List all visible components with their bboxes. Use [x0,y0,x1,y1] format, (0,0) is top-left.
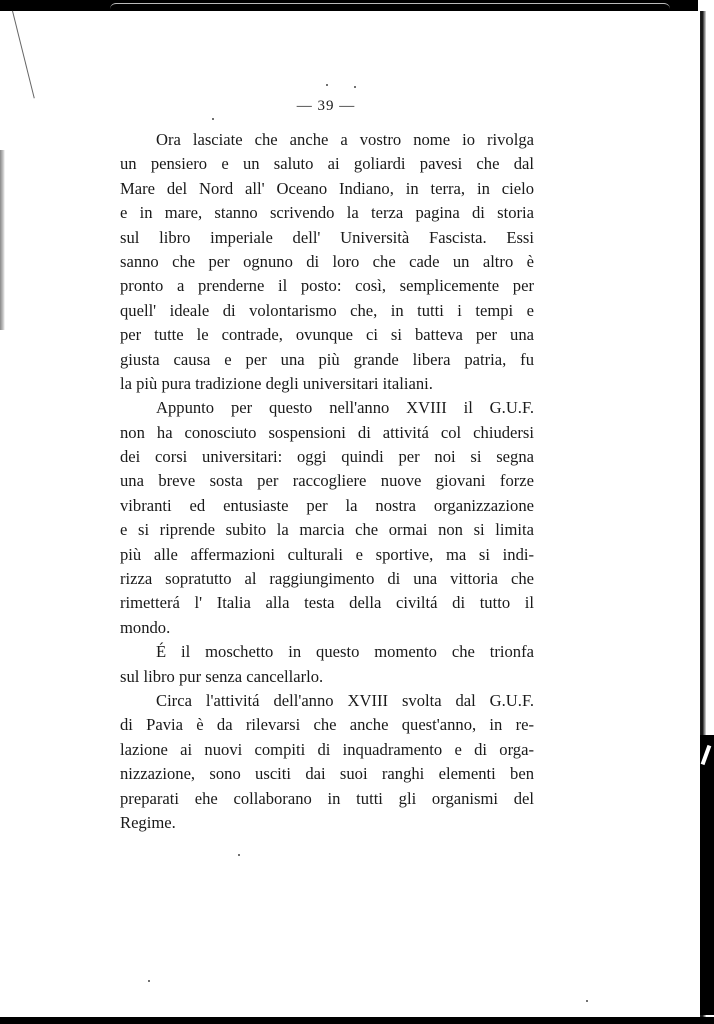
text-line: preparati ehe collaborano in tutti gli organismi del [120,788,534,808]
paragraph-2 [120,396,534,640]
text-line: Mare del Nord all' Oceano Indiano, in terra, in cielo [120,178,534,198]
scan-speck [212,118,214,120]
text-line: la più pura tradizione degli universitari italiani. [120,373,433,393]
scan-left-crease [12,11,35,99]
text-line: e si riprende subito la marcia che ormai non si limita [120,520,534,540]
text-line: quell' ideale di volontarismo che, in tutti i tempi e [120,300,534,320]
text-line: rizza sopratutto al raggiungimento di una vittoria che [120,569,534,589]
text-line: vibranti ed entusiaste per la nostra organizzazione [120,495,534,515]
text-line: Ora lasciate che anche a vostro nome io rivolga [156,130,534,149]
text-line: Circa l'attivitá dell'anno XVIII svolta dal G.U.F. [156,690,534,710]
scan-speck [148,980,150,982]
scan-top-curve [110,3,670,10]
scan-right-shadow [700,735,714,1015]
text-line: e in mare, stanno scrivendo la terza pagina di storia [120,203,534,223]
body-text [120,128,534,835]
scan-speck [586,1000,588,1002]
text-line: pronto a prenderne il posto: così, semplicemente per [120,276,534,296]
text-line: Regime. [120,812,176,832]
paragraph-3 [120,640,534,689]
text-line: più alle affermazioni culturali e sportive, ma si indi- [120,544,534,564]
text-line: rimetterá l' Italia alla testa della civiltá di tutto il [120,593,534,613]
text-line: mondo. [120,617,171,637]
text-line: sul libro imperiale dell' Università Fascista. Essi [120,227,534,247]
text-line: per tutte le contrade, ovunque ci si batteva per una [120,325,534,345]
page-number: — 39 — [296,98,356,114]
text-line: dei corsi universitari: oggi quindi per noi si segna [120,447,534,467]
text-line: giusta causa e per una più grande libera patria, fu [120,349,534,369]
scan-speck [238,854,240,856]
paragraph-1 [120,128,534,396]
text-line: non ha conosciuto sospensioni di attivitá col chiudersi [120,422,534,442]
text-line: una breve sosta per raccogliere nuove giovani forze [120,471,534,491]
paragraph-4 [120,689,534,835]
text-line: Appunto per questo nell'anno XVIII il G.U.F. [156,398,534,418]
text-line: sul libro pur senza cancellarlo. [120,666,324,686]
scan-bottom-edge [0,1017,714,1024]
text-line: un pensiero e un saluto ai goliardi pavesi che dal [120,154,534,174]
text-line: nizzazione, sono usciti dai suoi ranghi elementi ben [120,764,534,784]
text-line: di Pavia è da rilevarsi che anche quest'anno, in re- [120,715,534,735]
text-line: É il moschetto in questo momento che trionfa [156,642,534,662]
text-line: lazione ai nuovi compiti di inquadramento e di orga- [120,739,534,759]
scan-speck [326,84,328,86]
scan-left-shadow [0,150,5,330]
scan-speck [354,86,356,88]
text-line: sanno che per ognuno di loro che cade un altro è [120,251,534,271]
